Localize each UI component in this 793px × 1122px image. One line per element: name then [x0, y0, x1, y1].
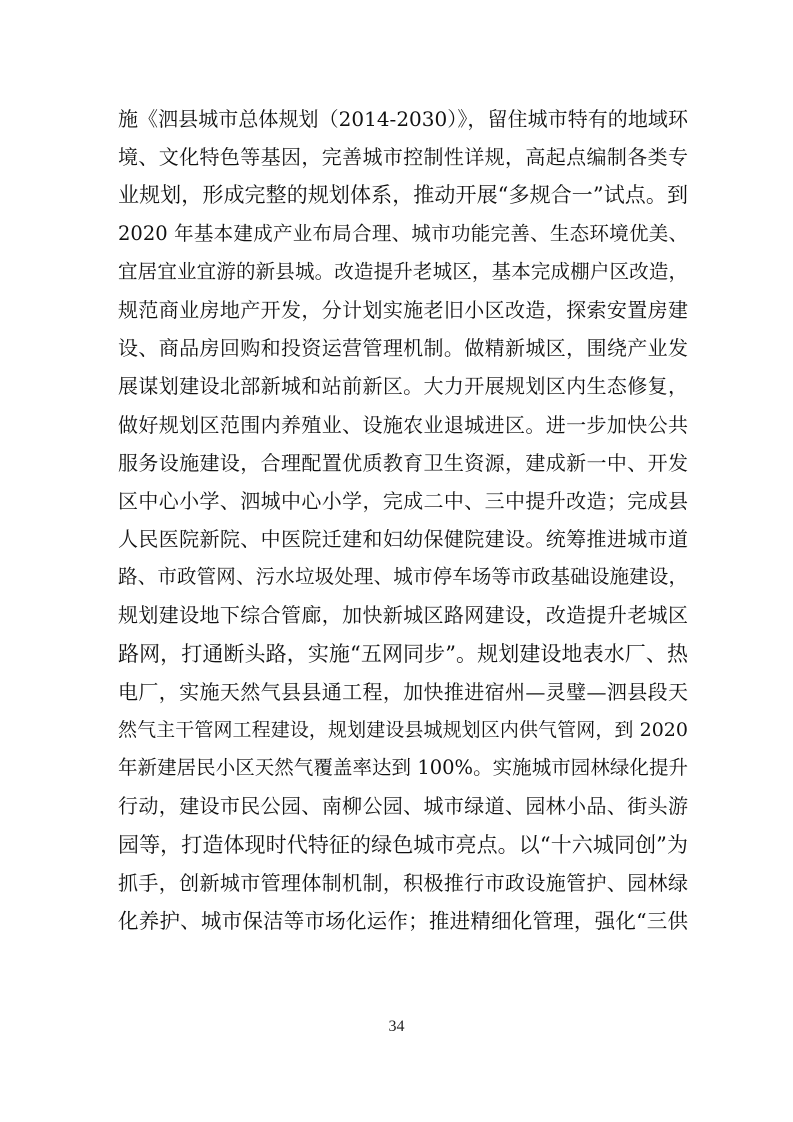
text-line: 规划建设地下综合管廊，加快新城区路网建设，改造提升老城区: [118, 603, 688, 628]
text-line: 路、市政管网、污水垃圾处理、城市停车场等市政基础设施建设，: [118, 565, 688, 589]
text-line: 业规划，形成完整的规划体系，推动开展“多规合一”试点。到: [118, 183, 688, 208]
text-line: 路网，打通断头路，实施“五网同步”。规划建设地表水厂、热: [118, 641, 688, 666]
text-line: 人民医院新院、中医院迁建和妇幼保健院建设。统筹推进城市道: [118, 527, 688, 552]
text-line: 展谋划建设北部新城和站前新区。大力开展规划区内生态修复，: [118, 374, 688, 399]
text-line: 境、文化特色等基因，完善城市控制性详规，高起点编制各类专: [118, 145, 688, 170]
text-line: 施《泗县城市总体规划（2014-2030）》，留住城市特有的地域环: [118, 107, 688, 131]
text-line: 行动，建设市民公园、南柳公园、城市绿道、园林小品、街头游: [118, 794, 688, 819]
text-line: 服务设施建设，合理配置优质教育卫生资源，建成新一中、开发: [118, 450, 688, 475]
page-number: 34: [388, 1018, 405, 1035]
text-line: 做好规划区范围内养殖业、设施农业退城进区。进一步加快公共: [118, 412, 688, 437]
text-line: 2020 年基本建成产业布局合理、城市功能完善、生态环境优美、: [118, 221, 688, 245]
text-line: 园等，打造体现时代特征的绿色城市亮点。以“十六城同创”为: [118, 832, 688, 857]
text-line: 区中心小学、泗城中心小学，完成二中、三中提升改造；完成县: [118, 488, 688, 513]
text-line: 电厂，实施天然气县县通工程，加快推进宿州—灵璧—泗县段天: [118, 679, 688, 704]
text-line: 规范商业房地产开发，分计划实施老旧小区改造，探索安置房建: [118, 297, 688, 322]
text-line: 年新建居民小区天然气覆盖率达到 100%。实施城市园林绿化提升: [118, 756, 688, 780]
body-text: [118, 100, 688, 940]
text-line: 抓手，创新城市管理体制机制，积极推行市政设施管护、园林绿: [118, 870, 688, 895]
text-line: 设、商品房回购和投资运营管理机制。做精新城区，围绕产业发: [118, 336, 688, 361]
text-line: 然气主干管网工程建设，规划建设县城规划区内供气管网，到 2020: [118, 719, 688, 741]
text-line: 宜居宜业宜游的新县城。改造提升老城区，基本完成棚户区改造，: [118, 259, 688, 283]
text-line: 化养护、城市保洁等市场化运作；推进精细化管理，强化“三供: [118, 908, 688, 933]
